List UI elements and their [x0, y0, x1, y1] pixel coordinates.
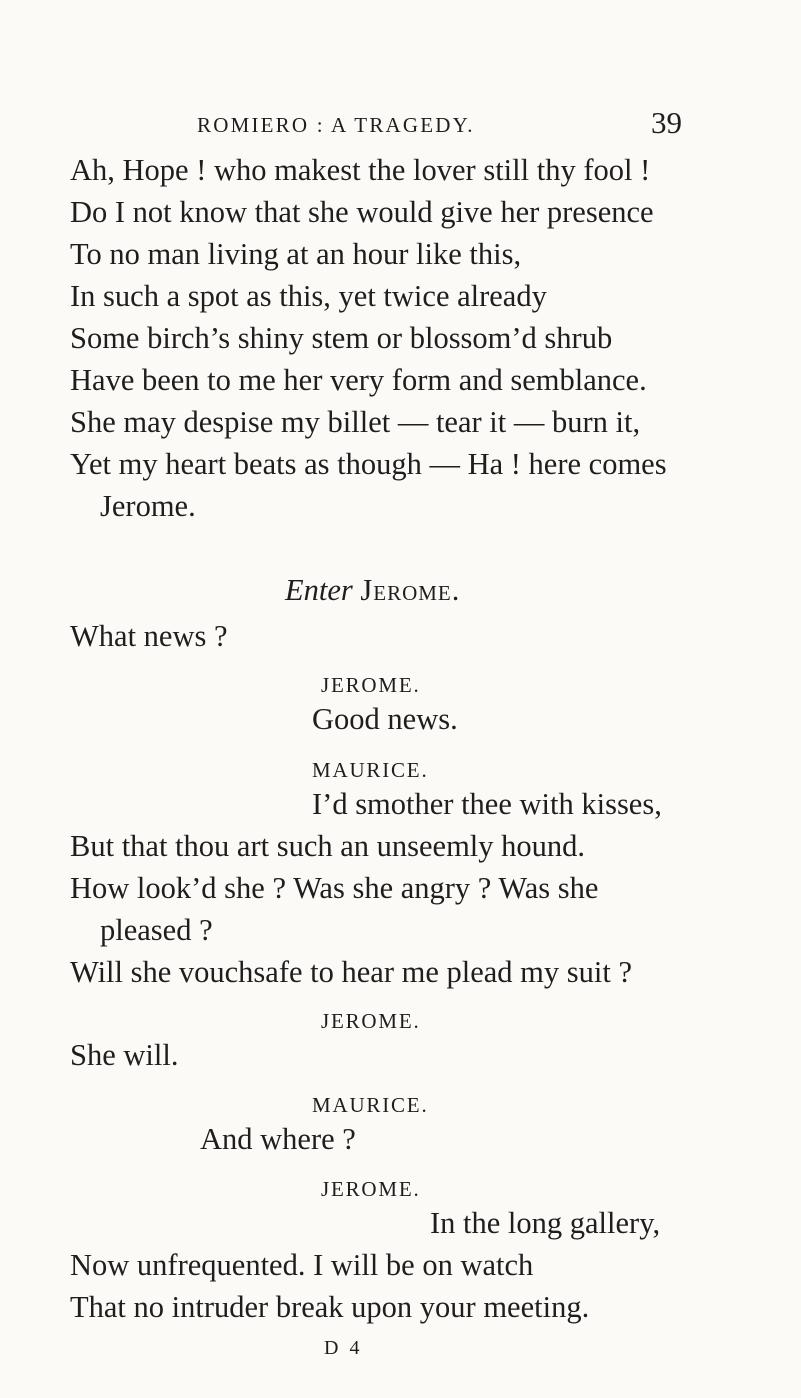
- dialogue-line: She will.: [70, 1038, 179, 1072]
- speaker-name: JEROME.: [321, 1009, 421, 1033]
- speaker-name: MAURICE.: [312, 1093, 429, 1117]
- stage-direction-verb: Enter: [285, 573, 353, 607]
- dialogue-line: In the long gallery,: [430, 1206, 661, 1240]
- dialogue-line: How look’d she ? Was she angry ? Was she: [70, 871, 599, 905]
- verse-line: Do I not know that she would give her presence: [70, 195, 654, 229]
- verse-line: Jerome.: [100, 489, 196, 523]
- dialogue-line: Now unfrequented. I will be on watch: [70, 1248, 534, 1282]
- verse-line: Ah, Hope ! who makest the lover still thy fool !: [70, 153, 651, 187]
- verse-line: Have been to me her very form and semblance.: [70, 363, 647, 397]
- speaker-name: JEROME.: [321, 1177, 421, 1201]
- signature-mark: D 4: [324, 1337, 363, 1359]
- running-title: ROMIERO : A TRAGEDY.: [197, 113, 475, 137]
- speaker-name: MAURICE.: [312, 758, 429, 782]
- page-number: 39: [651, 105, 682, 140]
- dialogue-line: Good news.: [312, 702, 458, 736]
- verse-line: Some birch’s shiny stem or blossom’d shrub: [70, 321, 613, 355]
- verse-line: To no man living at an hour like this,: [70, 237, 522, 271]
- dialogue-line: What news ?: [70, 619, 228, 653]
- stage-direction-name: Jerome.: [360, 573, 461, 607]
- dialogue-line: pleased ?: [100, 913, 213, 947]
- verse-line: She may despise my billet — tear it — burn it,: [70, 405, 641, 439]
- dialogue-line: But that thou art such an unseemly hound.: [70, 829, 586, 863]
- dialogue-line: And where ?: [200, 1122, 356, 1156]
- stage-direction: [285, 572, 460, 608]
- dialogue-line: That no intruder break upon your meeting.: [70, 1290, 590, 1324]
- dialogue-line: Will she vouchsafe to hear me plead my suit ?: [70, 955, 633, 989]
- dialogue-line: I’d smother thee with kisses,: [312, 787, 662, 821]
- verse-line: Yet my heart beats as though — Ha ! here comes: [70, 447, 667, 481]
- speaker-name: JEROME.: [321, 673, 421, 697]
- verse-line: In such a spot as this, yet twice already: [70, 279, 547, 313]
